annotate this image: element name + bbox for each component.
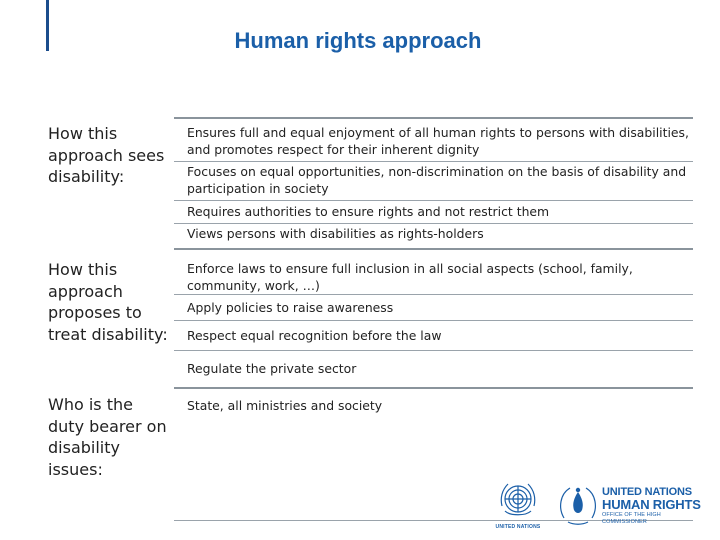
row-label-duty-bearer: Who is the duty bearer on disability issues: xyxy=(48,395,167,479)
table-rule xyxy=(174,320,693,321)
table-rule xyxy=(174,117,693,119)
table-rule xyxy=(174,223,693,224)
row1-item-4: Views persons with disabilities as rights-holders xyxy=(187,226,484,241)
row2-item-1: Enforce laws to ensure full inclusion in all social aspects (school, family, community, work, …) xyxy=(187,261,633,293)
row-label-treat: How this approach proposes to treat disability: xyxy=(48,260,168,344)
table-rule xyxy=(174,248,693,250)
ohchr-wordmark xyxy=(602,486,704,526)
un-emblem-icon xyxy=(496,478,540,522)
ohchr-line-office: OFFICE OF THE HIGH COMMISSIONER xyxy=(602,512,661,525)
table-rule xyxy=(174,350,693,351)
ohchr-emblem-icon xyxy=(556,482,600,526)
row1-item-2: Focuses on equal opportunities, non-discrimination on the basis of disability and participation in society xyxy=(187,164,687,196)
row1-item-1: Ensures full and equal enjoyment of all human rights to persons with disabilities, and promotes respect for their inherent dignity xyxy=(187,125,689,157)
row-label-sees: How this approach sees disability: xyxy=(48,124,165,186)
row1-item-3: Requires authorities to ensure rights and not restrict them xyxy=(187,204,550,219)
ohchr-line-un: UNITED NATIONS xyxy=(602,486,692,498)
table-rule xyxy=(174,387,693,389)
row2-item-2: Apply policies to raise awareness xyxy=(187,300,394,315)
un-emblem-caption: UNITED NATIONS xyxy=(495,524,541,530)
page-title: Human rights approach xyxy=(234,28,482,53)
row2-item-4: Regulate the private sector xyxy=(187,361,357,376)
table-rule xyxy=(174,161,693,162)
row3-item-1: State, all ministries and society xyxy=(187,398,383,413)
table-rule xyxy=(174,200,693,201)
ohchr-line-hr: HUMAN RIGHTS xyxy=(602,497,701,512)
table-rule xyxy=(174,294,693,295)
footer-logos xyxy=(494,478,704,534)
row2-item-3: Respect equal recognition before the law xyxy=(187,328,442,343)
